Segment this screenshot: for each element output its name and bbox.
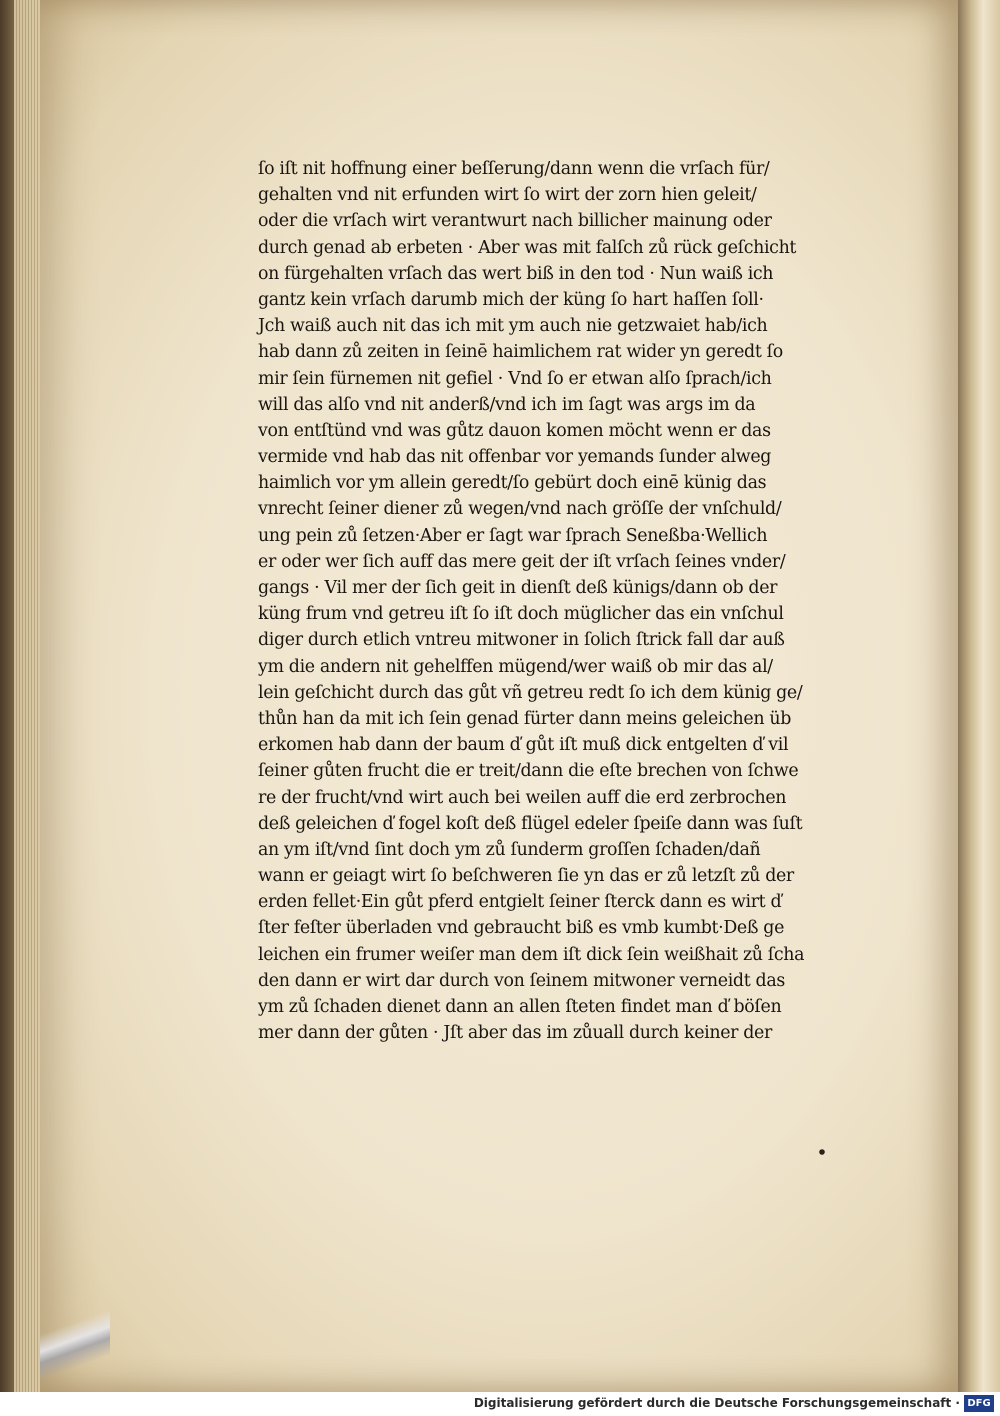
text-line: durch genad ab erbeten · Aber was mit falſch zů rück geſchicht	[258, 237, 797, 258]
dfg-logo-icon: DFG	[964, 1395, 994, 1412]
text-line: Jch waiß auch nit das ich mit ym auch nie getzwaiet hab/ich	[258, 316, 768, 337]
text-block	[258, 156, 858, 1046]
text-line: von entſtünd vnd was gůtz dauon komen möcht wenn er das	[258, 420, 771, 441]
text-line: mir ſein fürnemen nit gefiel · Vnd ſo er etwan alſo ſprach/ich	[258, 368, 772, 389]
text-line: haimlich vor ym allein geredt/ſo gebürt doch einē künig das	[258, 473, 767, 494]
text-line: deß geleichen ď fogel koſt deß flügel edeler ſpeiſe dann was ſuſt	[258, 813, 803, 834]
text-line: ung pein zů ſetzen·Aber er ſagt war ſprach Seneßba·Wellich	[258, 525, 768, 546]
text-line: den dann er wirt dar durch von ſeinem mitwoner verneidt das	[258, 970, 785, 991]
text-line: vnrecht ſeiner diener zů wegen/vnd nach gröſſe der vnſchuld/	[258, 499, 782, 520]
text-line: gangs · Vil mer der ſich geit in dienſt deß künigs/dann ob der	[258, 578, 778, 598]
text-line: ym die andern nit gehelffen mügend/wer waiß ob mir das al/	[258, 656, 773, 677]
text-line: ym zů ſchaden dienet dann an allen ſteten findet man ď böſen	[258, 997, 782, 1017]
text-line: ſeiner gůten frucht die er treit/dann die eſte brechen von ſchwe	[258, 761, 799, 782]
text-line: vermide vnd hab das nit offenbar vor yemands ſunder alweg	[258, 447, 772, 468]
digitization-credit: Digitalisierung gefördert durch die Deutsche Forschungsgemeinschaft ·	[473, 1396, 960, 1410]
text-line: thůn han da mit ich ſein genad fürter dann meins geleichen üb	[258, 708, 791, 729]
text-line: an ym iſt/vnd ſint doch ym zů ſunderm groſſen ſchaden/dañ	[258, 839, 761, 860]
text-line: leichen ein frumer weiſer man dem iſt dick ſein weißhait zů ſcha	[258, 944, 805, 965]
text-line: will das alſo vnd nit anderß/vnd ich im ſagt was args im da	[258, 394, 756, 415]
text-line: wann er geiagt wirt ſo beſchweren ſie yn das er zů letzſt zů der	[258, 866, 794, 887]
text-line: ſo iſt nit hoffnung einer beſſerung/dann wenn die vrſach für/	[258, 159, 770, 179]
text-line: re der frucht/vnd wirt auch bei weilen auff die erd zerbrochen	[258, 787, 787, 808]
text-line: ſter feſter überladen vnd gebraucht biß es vmb kumbt·Deß ge	[258, 918, 785, 939]
text-line: on fürgehalten vrſach das wert biß in den tod · Nun waiß ich	[258, 263, 774, 284]
bookmark-clip	[40, 1300, 110, 1390]
text-line: er oder wer ſich auff das mere geit der iſt vrſach ſeines vnder/	[258, 551, 786, 572]
text-line: diger durch etlich vntreu mitwoner in ſolich ſtrick fall dar auß	[258, 630, 785, 651]
text-line: mer dann der gůten · Jſt aber das im zůuall durch keiner der	[258, 1023, 772, 1044]
text-line: gehalten vnd nit erfunden wirt ſo wirt der zorn hien geleit/	[258, 185, 757, 206]
text-line: lein geſchicht durch das gůt vñ getreu redt ſo ich dem künig ge/	[258, 682, 803, 703]
text-line: erden fellet·Ein gůt pferd entgielt ſeiner ſterck dann es wirt ď	[258, 892, 782, 913]
text-line: oder die vrſach wirt verantwurt nach billicher mainung oder	[258, 211, 772, 232]
text-line: küng frum vnd getreu iſt ſo iſt doch müglicher das ein vnſchul	[258, 604, 784, 625]
text-line: erkomen hab dann der baum ď gůt iſt muß dick entgelten ď vil	[258, 735, 789, 756]
ink-dot	[819, 1149, 825, 1155]
text-line: hab dann zů zeiten in ſeinē haimlichem rat wider yn geredt ſo	[258, 342, 783, 363]
text-line: gantz kein vrſach darumb mich der küng ſo hart haſſen ſoll·	[258, 289, 764, 310]
right-binding	[958, 0, 1000, 1392]
